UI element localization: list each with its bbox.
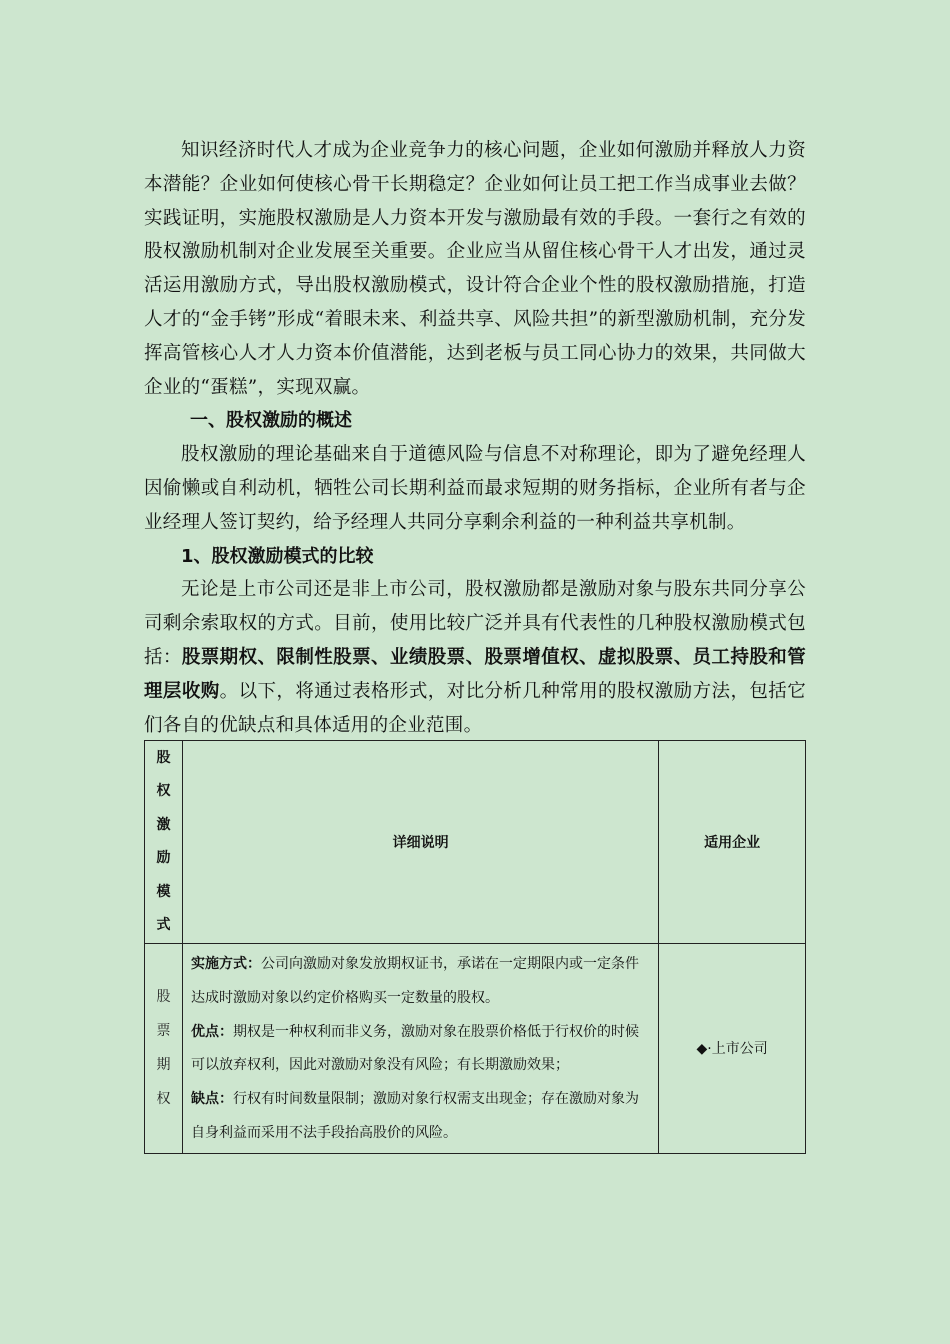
row-mode-char: 票 [156,1023,171,1040]
row-mode-char: 股 [156,989,171,1006]
document-body [144,134,806,742]
detail-pros [191,1016,650,1084]
equity-incentive-table [144,740,806,1154]
header-applicable: 适用企业 [659,741,806,944]
header-mode-char: 式 [156,917,171,933]
row-mode-char: 权 [156,1091,171,1108]
pros-label: 优点： [190,1023,233,1040]
header-detail: 详细说明 [182,741,658,944]
table-row [145,944,806,1154]
header-mode [145,741,183,944]
comparison-text-before: 无论是上市公司还是非上市公司，股权激励都是激励对象与股东共同分享公司剩余索取权的方式。目前，使用比较广泛并具有代表性的几种股权激励模式包括： [144,579,806,668]
method-text: 公司向激励对象发放期权证书，承诺在一定期限内或一定条件达成时激励对象以约定价格购买一定数量的股权。 [190,956,639,1006]
comparison-text-after: 。以下，将通过表格形式，对比分析几种常用的股权激励方法，包括它们各自的优缺点和具体适用的企业范围。 [144,680,806,736]
pros-text: 期权是一种权利而非义务，激励对象在股票价格低于行权价的时候可以放弃权利，因此对激励对象没有风险；有长期激励效果； [190,1023,639,1074]
header-mode-char: 模 [156,883,171,900]
section-heading-overview: 一、股权激励的概述 [190,410,352,432]
detail-method [191,948,650,1016]
table-header-row [145,741,806,944]
comparison-modes-list: 股票期权、限制性股票、业绩股票、股票增值权、虚拟股票、员工持股和管理层收购 [144,646,806,702]
overview-paragraph: 股权激励的理论基础来自于道德风险与信息不对称理论，即为了避免经理人因偷懒或自利动机，牺牲公司长期利益而最求短期的财务指标，企业所有者与企业经理人签订契约，给予经理人共同分享剩余利益的一种利益共享机制。 [144,444,806,533]
header-mode-char: 励 [156,850,171,866]
row-mode-name [145,944,183,1154]
subsection-heading-comparison: 1、股权激励模式的比较 [181,545,374,567]
cons-label: 缺点： [190,1091,233,1108]
header-mode-char: 权 [156,783,171,799]
method-label: 实施方式： [190,956,261,972]
comparison-paragraph [144,573,806,742]
cons-text: 行权有时间数量限制；激励对象行权需支出现金；存在激励对象为自身利益而采用不法手段抬高股价的风险。 [190,1091,639,1141]
row-mode-char: 期 [156,1057,171,1074]
header-mode-char: 股 [156,749,171,766]
header-mode-char: 激 [156,816,171,833]
row-applicable: ◆·上市公司 [659,944,806,1154]
detail-cons [191,1083,650,1151]
row-detail [182,944,658,1154]
intro-paragraph: 知识经济时代人才成为企业竞争力的核心问题，企业如何激励并释放人力资本潜能？企业如何使核心骨干长期稳定？企业如何让员工把工作当成事业去做？实践证明，实施股权激励是人力资本开发与激励最有效的手段。一套行之有效的股权激励机制对企业发展至关重要。企业应当从留住核心骨干人才出发，通过灵活运用激励方式，导出股权激励模式，设计符合企业个性的股权激励措施，打造人才的“金手铐”形成“着眼未来、利益共享、风险共担”的新型激励机制，充分发挥高管核心人才人力资本价值潜能，达到老板与员工同心协力的效果，共同做大企业的“蛋糕”，实现双赢。 [144,140,806,398]
